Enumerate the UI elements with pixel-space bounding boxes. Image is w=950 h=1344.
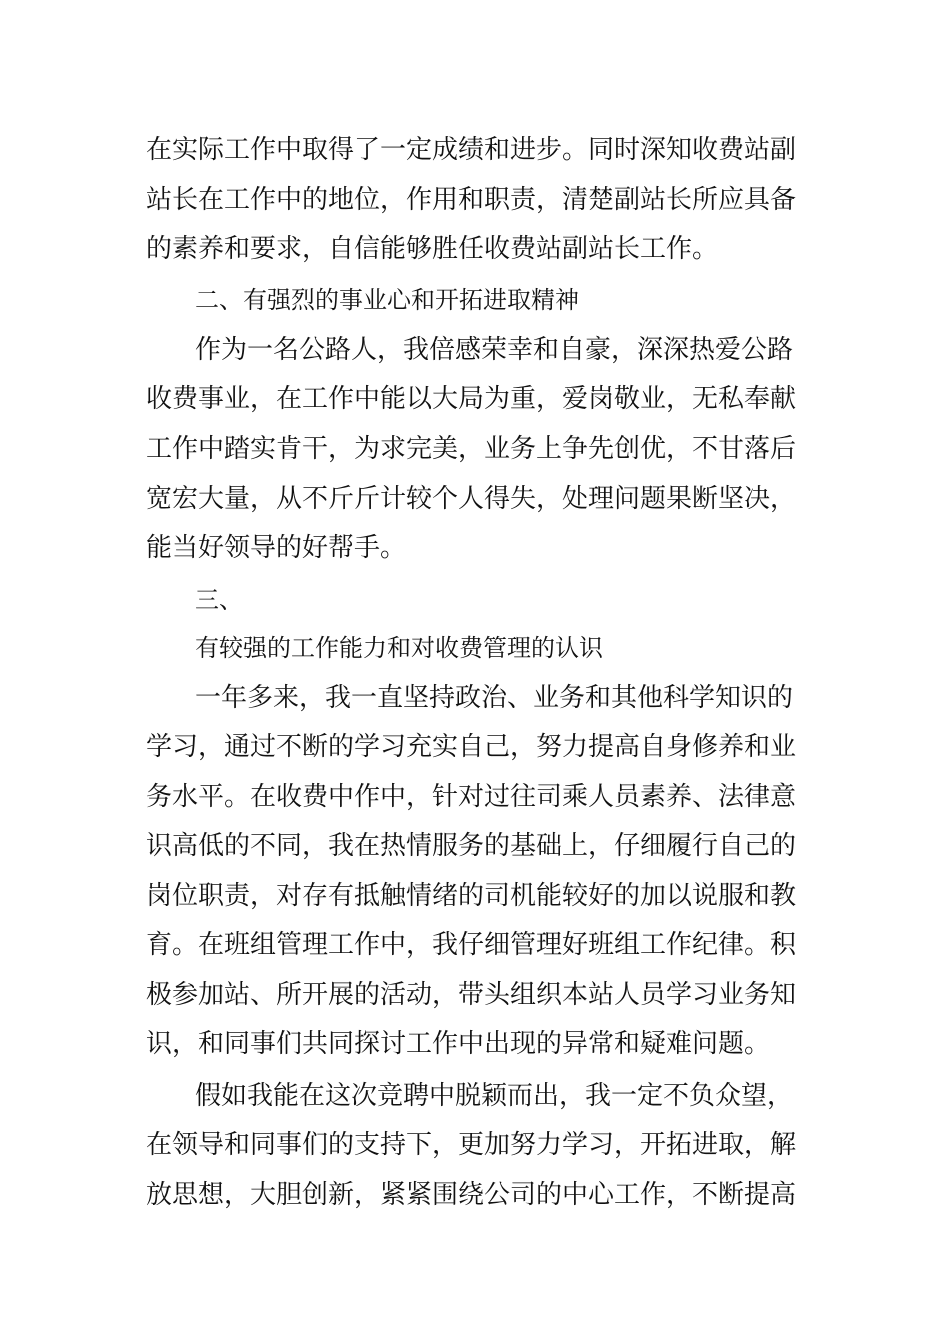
text-line: 学习，通过不断的学习充实自己，努力提高自身修养和业: [146, 732, 797, 762]
paragraph-first-line: 一年多来，我一直坚持政治、业务和其他科学知识的: [195, 683, 794, 713]
text-line: 在领导和同事们的支持下，更加努力学习，开拓进取，解: [146, 1130, 797, 1160]
text-line: 岗位职责，对存有抵触情绪的司机能较好的加以说服和教: [146, 881, 797, 911]
text-line: 识高低的不同，我在热情服务的基础上，仔细履行自己的: [146, 831, 797, 861]
text-line: 站长在工作中的地位，作用和职责，清楚副站长所应具备: [146, 185, 797, 215]
section-number: 三、: [195, 586, 243, 614]
paragraph-first-line: 作为一名公路人，我倍感荣幸和自豪，深深热爱公路: [195, 335, 794, 365]
text-line: 务水平。在收费中作中，针对过往司乘人员素养、法律意: [146, 782, 797, 812]
text-line: 收费事业，在工作中能以大局为重，爱岗敬业，无私奉献: [146, 384, 797, 414]
text-line: 工作中踏实肯干，为求完美，业务上争先创优，不甘落后: [146, 434, 797, 464]
text-line: 的素养和要求，自信能够胜任收费站副站长工作。: [146, 234, 719, 264]
text-line: 能当好领导的好帮手。: [146, 533, 407, 563]
text-line: 宽宏大量，从不斤斤计较个人得失，处理问题果断坚决，: [146, 484, 797, 514]
section-heading: 有较强的工作能力和对收费管理的认识: [195, 634, 603, 662]
paragraph-first-line: 假如我能在这次竞聘中脱颖而出，我一定不负众望，: [195, 1081, 794, 1111]
text-line: 育。在班组管理工作中，我仔细管理好班组工作纪律。积: [146, 930, 797, 960]
text-line: 极参加站、所开展的活动，带头组织本站人员学习业务知: [146, 980, 797, 1010]
section-heading: 二、有强烈的事业心和开拓进取精神: [195, 286, 579, 314]
text-line: 在实际工作中取得了一定成绩和进步。同时深知收费站副: [146, 135, 797, 165]
text-line: 放思想，大胆创新，紧紧围绕公司的中心工作，不断提高: [146, 1180, 797, 1210]
text-line: 识，和同事们共同探讨工作中出现的异常和疑难问题。: [146, 1029, 771, 1059]
